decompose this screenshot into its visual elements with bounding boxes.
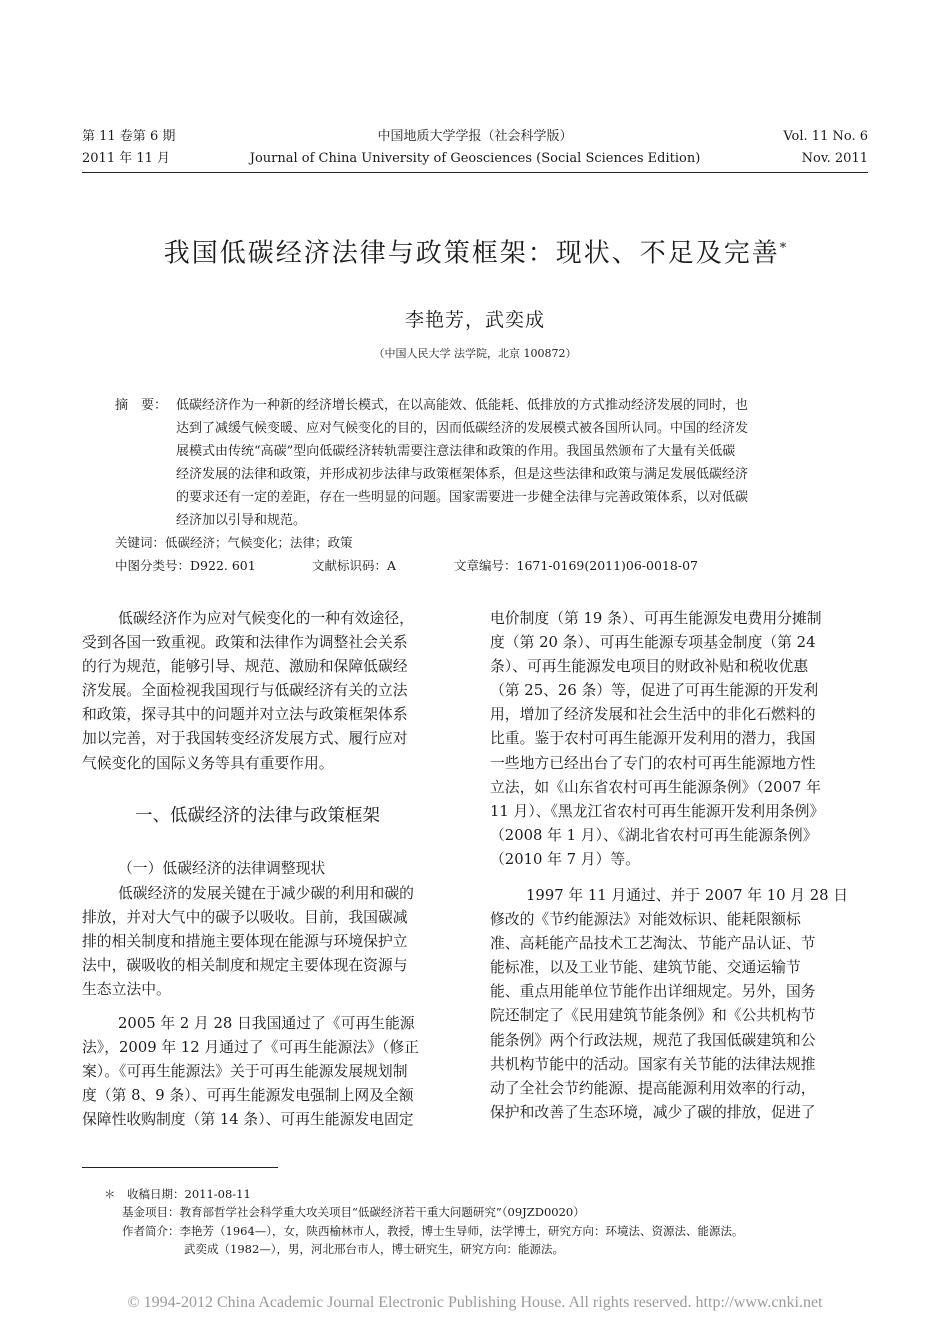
text-line: 2005 年 2 月 28 日我国通过了《可再生能源	[118, 1015, 415, 1032]
text-line: 11 月）、《黑龙江省农村可再生能源开发利用条例》	[490, 802, 825, 820]
text-line: （2008 年 1 月）、《湖北省农村可再生能源条例》	[490, 826, 818, 844]
title-footnote-mark: *	[779, 241, 787, 256]
text-line: 受到各国一致重视。政策和法律作为调整社会关系	[82, 634, 408, 652]
abstract-label: 摘 要：	[115, 398, 168, 413]
text-line: 和政策，探寻其中的问题并对立法与政策框架体系	[82, 706, 408, 724]
article-number-label: 文章编号：	[454, 558, 517, 573]
text-line: （一）低碳经济的法律调整现状	[118, 860, 326, 877]
text-line: 低碳经济的发展关键在于减少碳的利用和碳的	[118, 885, 414, 902]
text-line: （2010 年 7 月）等。	[490, 850, 640, 868]
abstract-line: 低碳经济作为一种新的经济增长模式，在以高能效、低能耗、低排放的方式推动经济发展的同时，也	[176, 398, 749, 413]
text-line: 加以完善，对于我国转变经济发展方式、履行应对	[82, 730, 408, 748]
header-date-en: Nov. 2011	[801, 151, 868, 166]
text-line: （第 25、26 条）等，促进了可再生能源的开发利	[490, 682, 819, 700]
abstract-line: 的要求还有一定的差距，存在一些明显的问题。国家需要进一步健全法律与完善政策体系，以对低碳	[176, 490, 749, 505]
footnote-rule	[82, 1167, 278, 1168]
text-line: 的行为规范，能够引导、规范、激励和保障低碳经	[82, 658, 408, 676]
text-line: 共机构节能中的活动。国家有关节能的法律法规推	[490, 1055, 816, 1073]
section-heading: 一、低碳经济的法律与政策框架	[135, 806, 380, 826]
text-line: 动了全社会节约能源、提高能源利用效率的行动，	[490, 1079, 816, 1097]
text-line: 电价制度（第 19 条）、可再生能源发电费用分摊制	[490, 610, 822, 627]
text-line: 条）、可再生能源发电项目的财政补贴和税收优惠	[490, 658, 809, 676]
text-line: 一些地方已经出台了专门的农村可再生能源地方性	[490, 754, 816, 772]
copyright-notice: © 1994-2012 China Academic Journal Electronic Publishing House. All rights reserved. http://www.cnki.net	[127, 1294, 823, 1311]
left-intro-paragraph	[82, 607, 462, 776]
abstract-body	[176, 394, 836, 532]
abstract-line: 达到了减缓气候变暖、应对气候变化的目的，因而低碳经济的发展模式被各国所认同。中国的经济发	[176, 421, 749, 436]
abstract-line: 经济加以引导和规范。	[176, 513, 307, 528]
right-paragraph-2	[490, 884, 870, 1125]
text-line: 法》，2009 年 12 月通过了《可再生能源法》（修正	[82, 1039, 419, 1057]
keywords-label: 关键词：	[115, 535, 166, 550]
footnote-author-1: 作者简介：李艳芳（1964—），女，陕西榆林市人，教授，博士生导师，法学博士，研究方向：环境法、资源法、能源法。	[122, 1224, 744, 1238]
article-affiliation: （中国人民大学 法学院，北京 100872）	[373, 347, 577, 360]
text-line: 排放，并对大气中的碳予以吸收。目前，我国碳减	[82, 909, 408, 927]
text-line: 排的相关制度和措施主要体现在能源与环境保护立	[82, 933, 408, 951]
clc-value: D922. 601	[190, 558, 256, 573]
abstract-line: 经济发展的法律和政策，并形成初步法律与政策框架体系，但是这些法律和政策与满足发展低碳经济	[176, 467, 749, 482]
text-line: 度（第 8、9 条）、可再生能源发电强制上网及全额	[82, 1087, 414, 1105]
text-line: 准、高耗能产品技术工艺淘汰、节能产品认证、节	[490, 935, 816, 953]
text-line: 1997 年 11 月通过、并于 2007 年 10 月 28 日	[526, 887, 849, 904]
text-line: 度（第 20 条）、可再生能源专项基金制度（第 24	[490, 634, 816, 652]
abstract-line: 展模式由传统“高碳”型向低碳经济转轨需要注意法律和政策的作用。我国虽然颁布了大量有关低碳	[176, 444, 736, 459]
subsection-heading	[118, 857, 325, 881]
footnote-author-2: 武奕成（1982—），男，河北邢台市人，博士研究生，研究方向：能源法。	[184, 1242, 565, 1256]
text-line: 法中，碳吸收的相关制度和规定主要体现在资源与	[82, 957, 408, 975]
keywords-value: 低碳经济；气候变化；法律；政策	[165, 535, 353, 550]
article-authors: 李艳芳，武奕成	[404, 309, 545, 331]
text-line: 比重。鉴于农村可再生能源开发利用的潜力，我国	[490, 730, 816, 748]
text-line: 修改的《节约能源法》对能效标识、能耗限额标	[490, 911, 801, 929]
title-text: 我国低碳经济法律与政策框架：现状、不足及完善	[163, 238, 780, 269]
text-line: 济发展。全面检视我国现行与低碳经济有关的立法	[82, 682, 408, 700]
article-title	[0, 232, 950, 271]
article-number	[454, 558, 698, 574]
document-code	[312, 558, 396, 574]
header-volume-issue: 第 11 卷第 6 期	[82, 129, 176, 144]
keywords	[115, 535, 353, 551]
doc-code-value: A	[387, 558, 397, 573]
text-line: 院还制定了《民用建筑节能条例》和《公共机构节	[490, 1007, 816, 1025]
text-line: 低碳经济作为应对气候变化的一种有效途径，	[118, 610, 414, 627]
header-journal-cn: 中国地质大学学报（社会科学版）	[377, 129, 573, 144]
right-paragraph-1	[490, 607, 870, 872]
left-paragraph-3	[82, 1012, 462, 1132]
footnote-fund: 基金项目：教育部哲学社会科学重大攻关项目“低碳经济若干重大问题研究”（09JZD0020）	[122, 1205, 585, 1219]
text-line: 气候变化的国际义务等具有重要作用。	[82, 754, 334, 772]
header-rule	[82, 172, 868, 173]
text-line: 立法，如《山东省农村可再生能源条例》（2007 年	[490, 778, 821, 796]
clc-number	[115, 558, 256, 574]
text-line: 生态立法中。	[82, 981, 171, 999]
text-line: 保障性收购制度（第 14 条）、可再生能源发电固定	[82, 1111, 414, 1129]
text-line: 能、重点用能单位节能作出详细规定。另外，国务	[490, 983, 816, 1001]
header-journal-en: Journal of China University of Geosciences (Social Sciences Edition)	[249, 151, 701, 166]
header-date-cn: 2011 年 11 月	[82, 151, 171, 166]
text-line: 案）。《可再生能源法》关于可再生能源发展规划制	[82, 1063, 408, 1081]
left-paragraph-2	[82, 882, 462, 1002]
footnote-received: ＊ 收稿日期：2011-08-11	[104, 1187, 251, 1201]
text-line: 能条例》两个行政法规，规范了我国低碳建筑和公	[490, 1031, 816, 1049]
text-line: 用，增加了经济发展和社会生活中的非化石燃料的	[490, 706, 816, 724]
text-line: 能标准，以及工业节能、建筑节能、交通运输节	[490, 959, 801, 977]
header-vol-no-en: Vol. 11 No. 6	[783, 129, 868, 144]
doc-code-label: 文献标识码：	[312, 558, 388, 573]
article-number-value: 1671-0169(2011)06-0018-07	[516, 558, 698, 573]
clc-label: 中图分类号：	[115, 558, 191, 573]
text-line: 保护和改善了生态环境，减少了碳的排放，促进了	[490, 1103, 816, 1121]
